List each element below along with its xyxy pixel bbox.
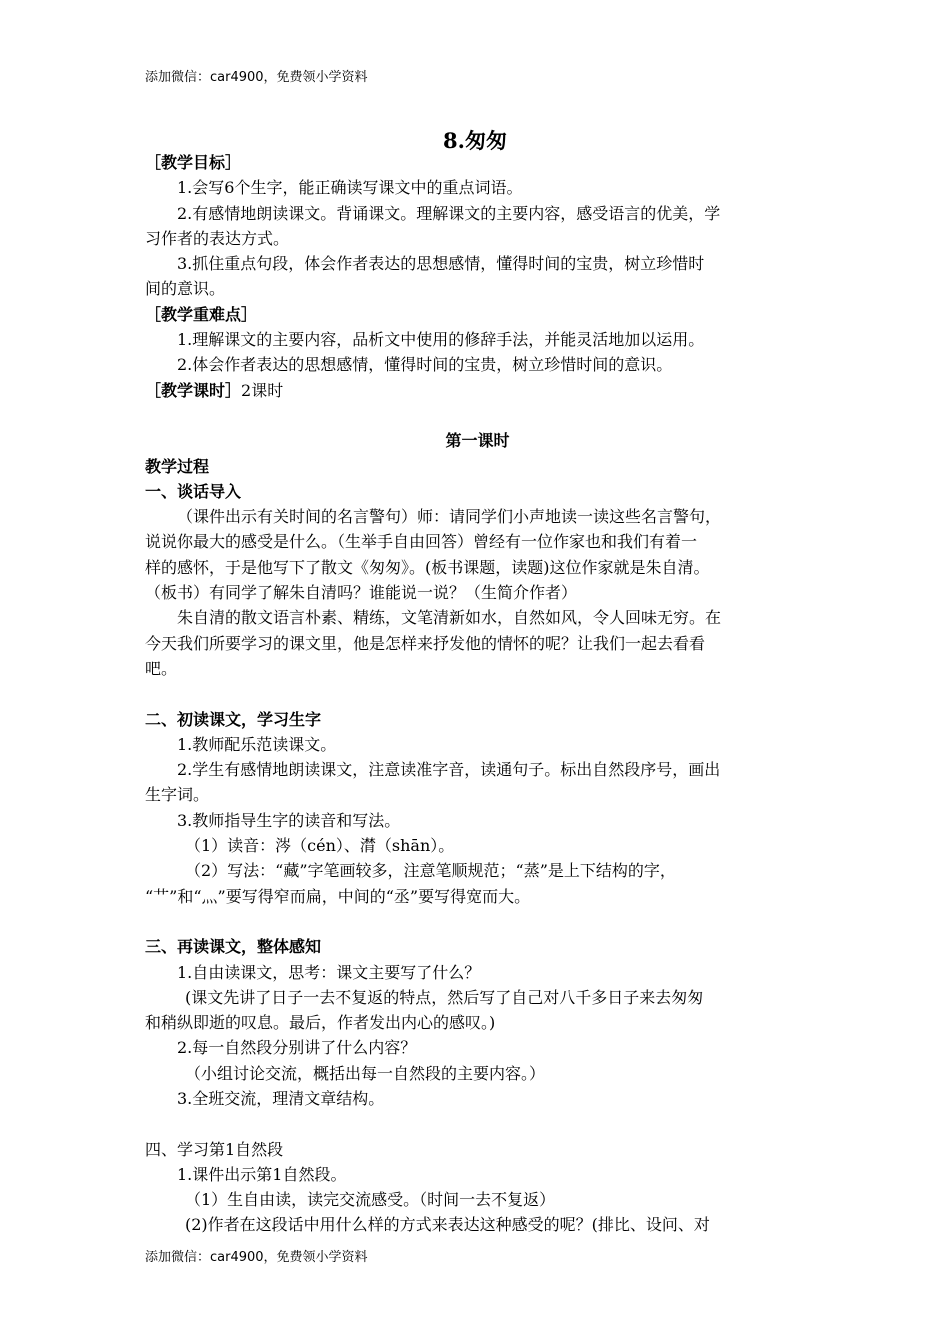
text-line: 2.学生有感情地朗读课文，注意读准字音，读通句子。标出自然段序号，画出 — [177, 760, 721, 780]
text-line: 1.理解课文的主要内容，品析文中使用的修辞手法，并能灵活地加以运用。 — [177, 330, 705, 350]
text-line: 2.体会作者表达的思想感情，懂得时间的宝贵，树立珍惜时间的意识。 — [177, 355, 673, 375]
text-line: （1）生自由读，读完交流感受。（时间一去不复返） — [185, 1190, 556, 1210]
lesson-body — [145, 150, 810, 1238]
section-heading: ［教学课时］ — [145, 380, 242, 400]
section-heading: 教学过程 — [145, 456, 210, 476]
text-line: 间的意识。 — [145, 279, 226, 299]
text-line: 2.每一自然段分别讲了什么内容？ — [177, 1038, 417, 1058]
text-line: （板书）有同学了解朱自清吗？谁能说一说？（生简介作者） — [145, 583, 578, 603]
blank-line — [145, 681, 810, 706]
text-line: 1.教师配乐范读课文。 — [177, 734, 337, 754]
text-line: （2）写法：“藏”字笔画较多，注意笔顺规范；“蒸”是上下结构的字， — [185, 861, 676, 881]
text-line: 吧。 — [145, 658, 178, 678]
text-line: 今天我们所要学习的课文里，他是怎样来抒发他的情怀的呢？让我们一起去看看 — [145, 633, 706, 653]
text-line: (2)作者在这段话中用什么样的方式来表达这种感受的呢？(排比、设问、对 — [185, 1215, 710, 1235]
text-line: 3.抓住重点句段，体会作者表达的思想感情，懂得时间的宝贵，树立珍惜时 — [177, 254, 705, 274]
text-line: 生字词。 — [145, 785, 210, 805]
text-line: “艹”和“灬”要写得窄而扁，中间的“丞”要写得宽而大。 — [145, 886, 531, 906]
text-line: 四、学习第1自然段 — [145, 1139, 284, 1159]
text-line: (课文先讲了日子一去不复返的特点，然后写了自己对八千多日子来去匆匆 — [185, 987, 704, 1007]
text-line: （课件出示有关时间的名言警句）师：请同学们小声地读一读这些名言警句， — [177, 507, 722, 527]
page-header: 添加微信：car4900，免费领小学资料 — [145, 70, 368, 85]
section-heading: 三、再读课文，整体感知 — [145, 937, 322, 957]
blank-line — [145, 909, 810, 934]
text-line: 朱自清的散文语言朴素、精练，文笔清新如水，自然如风，令人回味无穷。在 — [177, 608, 722, 628]
text-line: （小组讨论交流，概括出每一自然段的主要内容。） — [185, 1063, 546, 1083]
text-line: 习作者的表达方式。 — [145, 228, 290, 248]
text-line: 说说你最大的感受是什么。（生举手自由回答）曾经有一位作家也和我们有着一 — [145, 532, 698, 552]
text-line: 1.自由读课文，思考：课文主要写了什么？ — [177, 962, 481, 982]
section-heading: 第一课时 — [445, 431, 510, 451]
section-heading: ［教学目标］ — [145, 153, 242, 172]
text-line: 和稍纵即逝的叹息。最后，作者发出内心的感叹。) — [145, 1013, 496, 1033]
section-heading: ［教学重难点］ — [145, 304, 258, 324]
page-footer: 添加微信：car4900，免费领小学资料 — [145, 1250, 368, 1265]
text-line: 3.教师指导生字的读音和写法。 — [177, 810, 401, 830]
text-line: 3.全班交流，理清文章结构。 — [177, 1088, 385, 1108]
section-heading: 二、初读课文，学习生字 — [145, 709, 322, 729]
blank-line — [145, 403, 810, 428]
text-line: 样的感怀，于是他写下了散文《匆匆》。(板书课题，读题)这位作家就是朱自清。 — [145, 557, 710, 577]
text-line: （1）读音：涔（cén）、潸（shān）。 — [185, 836, 455, 856]
class-hours-value: 2课时 — [241, 380, 284, 400]
lesson-title: 8.匆匆 — [443, 128, 507, 153]
text-line: 1.课件出示第1自然段。 — [177, 1164, 347, 1184]
blank-line — [145, 1111, 810, 1136]
section-heading: 一、谈话导入 — [145, 481, 242, 501]
class-hours-line — [145, 378, 810, 403]
text-line: 1.会写6个生字，能正确读写课文中的重点词语。 — [177, 178, 523, 198]
text-line: 2.有感情地朗读课文。背诵课文。理解课文的主要内容，感受语言的优美，学 — [177, 203, 721, 223]
